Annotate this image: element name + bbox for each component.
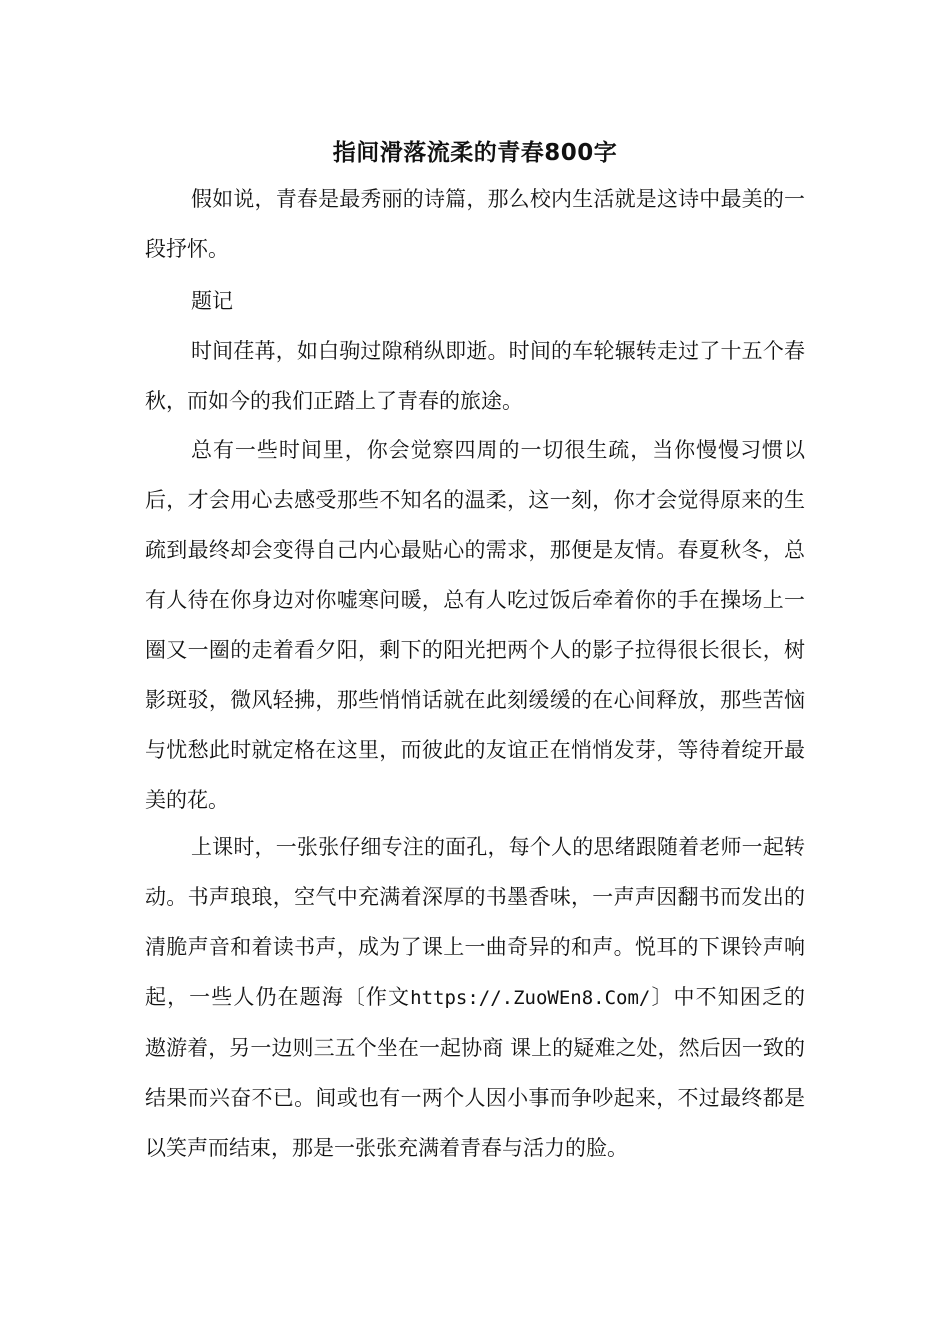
paragraph-classroom xyxy=(145,822,805,1173)
source-link[interactable]: https://.ZuoWEn8.Com/ xyxy=(410,987,651,1009)
paragraph-classroom-text-2: 〕中不知困乏的遨游着，另一边则三五个坐在一起协商 课上的疑难之处，然后因一致的结果而兴奋不已。间或也有一两个人因小事而争吵起来，不过最终都是以笑声而结束，那是一张张充满着青春与活力的脸。 xyxy=(145,985,805,1160)
paragraph-intro: 假如说，青春是最秀丽的诗篇，那么校内生活就是这诗中最美的一段抒怀。 xyxy=(145,187,805,261)
paragraph-classroom-text-1: 上课时，一张张仔细专注的面孔，每个人的思绪跟随着老师一起转动。书声琅琅，空气中充满着深厚的书墨香味，一声声因翻书而发出的清脆声音和着读书声，成为了课上一曲奇异的和声。悦耳的下课铃声响起，一些人仍在题海〔作文 xyxy=(145,835,805,1009)
paragraph-epigraph-note: 题记 xyxy=(191,289,233,313)
paragraph-time: 时间荏苒，如白驹过隙稍纵即逝。时间的车轮辗转走过了十五个春秋，而如今的我们正踏上了青春的旅途。 xyxy=(145,339,805,413)
paragraph-friendship: 总有一些时间里，你会觉察四周的一切很生疏，当你慢慢习惯以后，才会用心去感受那些不知名的温柔，这一刻，你才会觉得原来的生疏到最终却会变得自己内心最贴心的需求，那便是友情。春夏秋冬，总有人待在你身边对你嘘寒问暖，总有人吃过饭后牵着你的手在操场上一圈又一圈的走着看夕阳，剩下的阳光把两个人的影子拉得很长很长，树影斑驳，微风轻拂，那些悄悄话就在此刻缓缓的在心间释放，那些苦恼与忧愁此时就定格在这里，而彼此的友谊正在悄悄发芽，等待着绽开最美的花。 xyxy=(145,438,805,812)
document-title: 指间滑落流柔的青春800字 xyxy=(332,140,618,166)
